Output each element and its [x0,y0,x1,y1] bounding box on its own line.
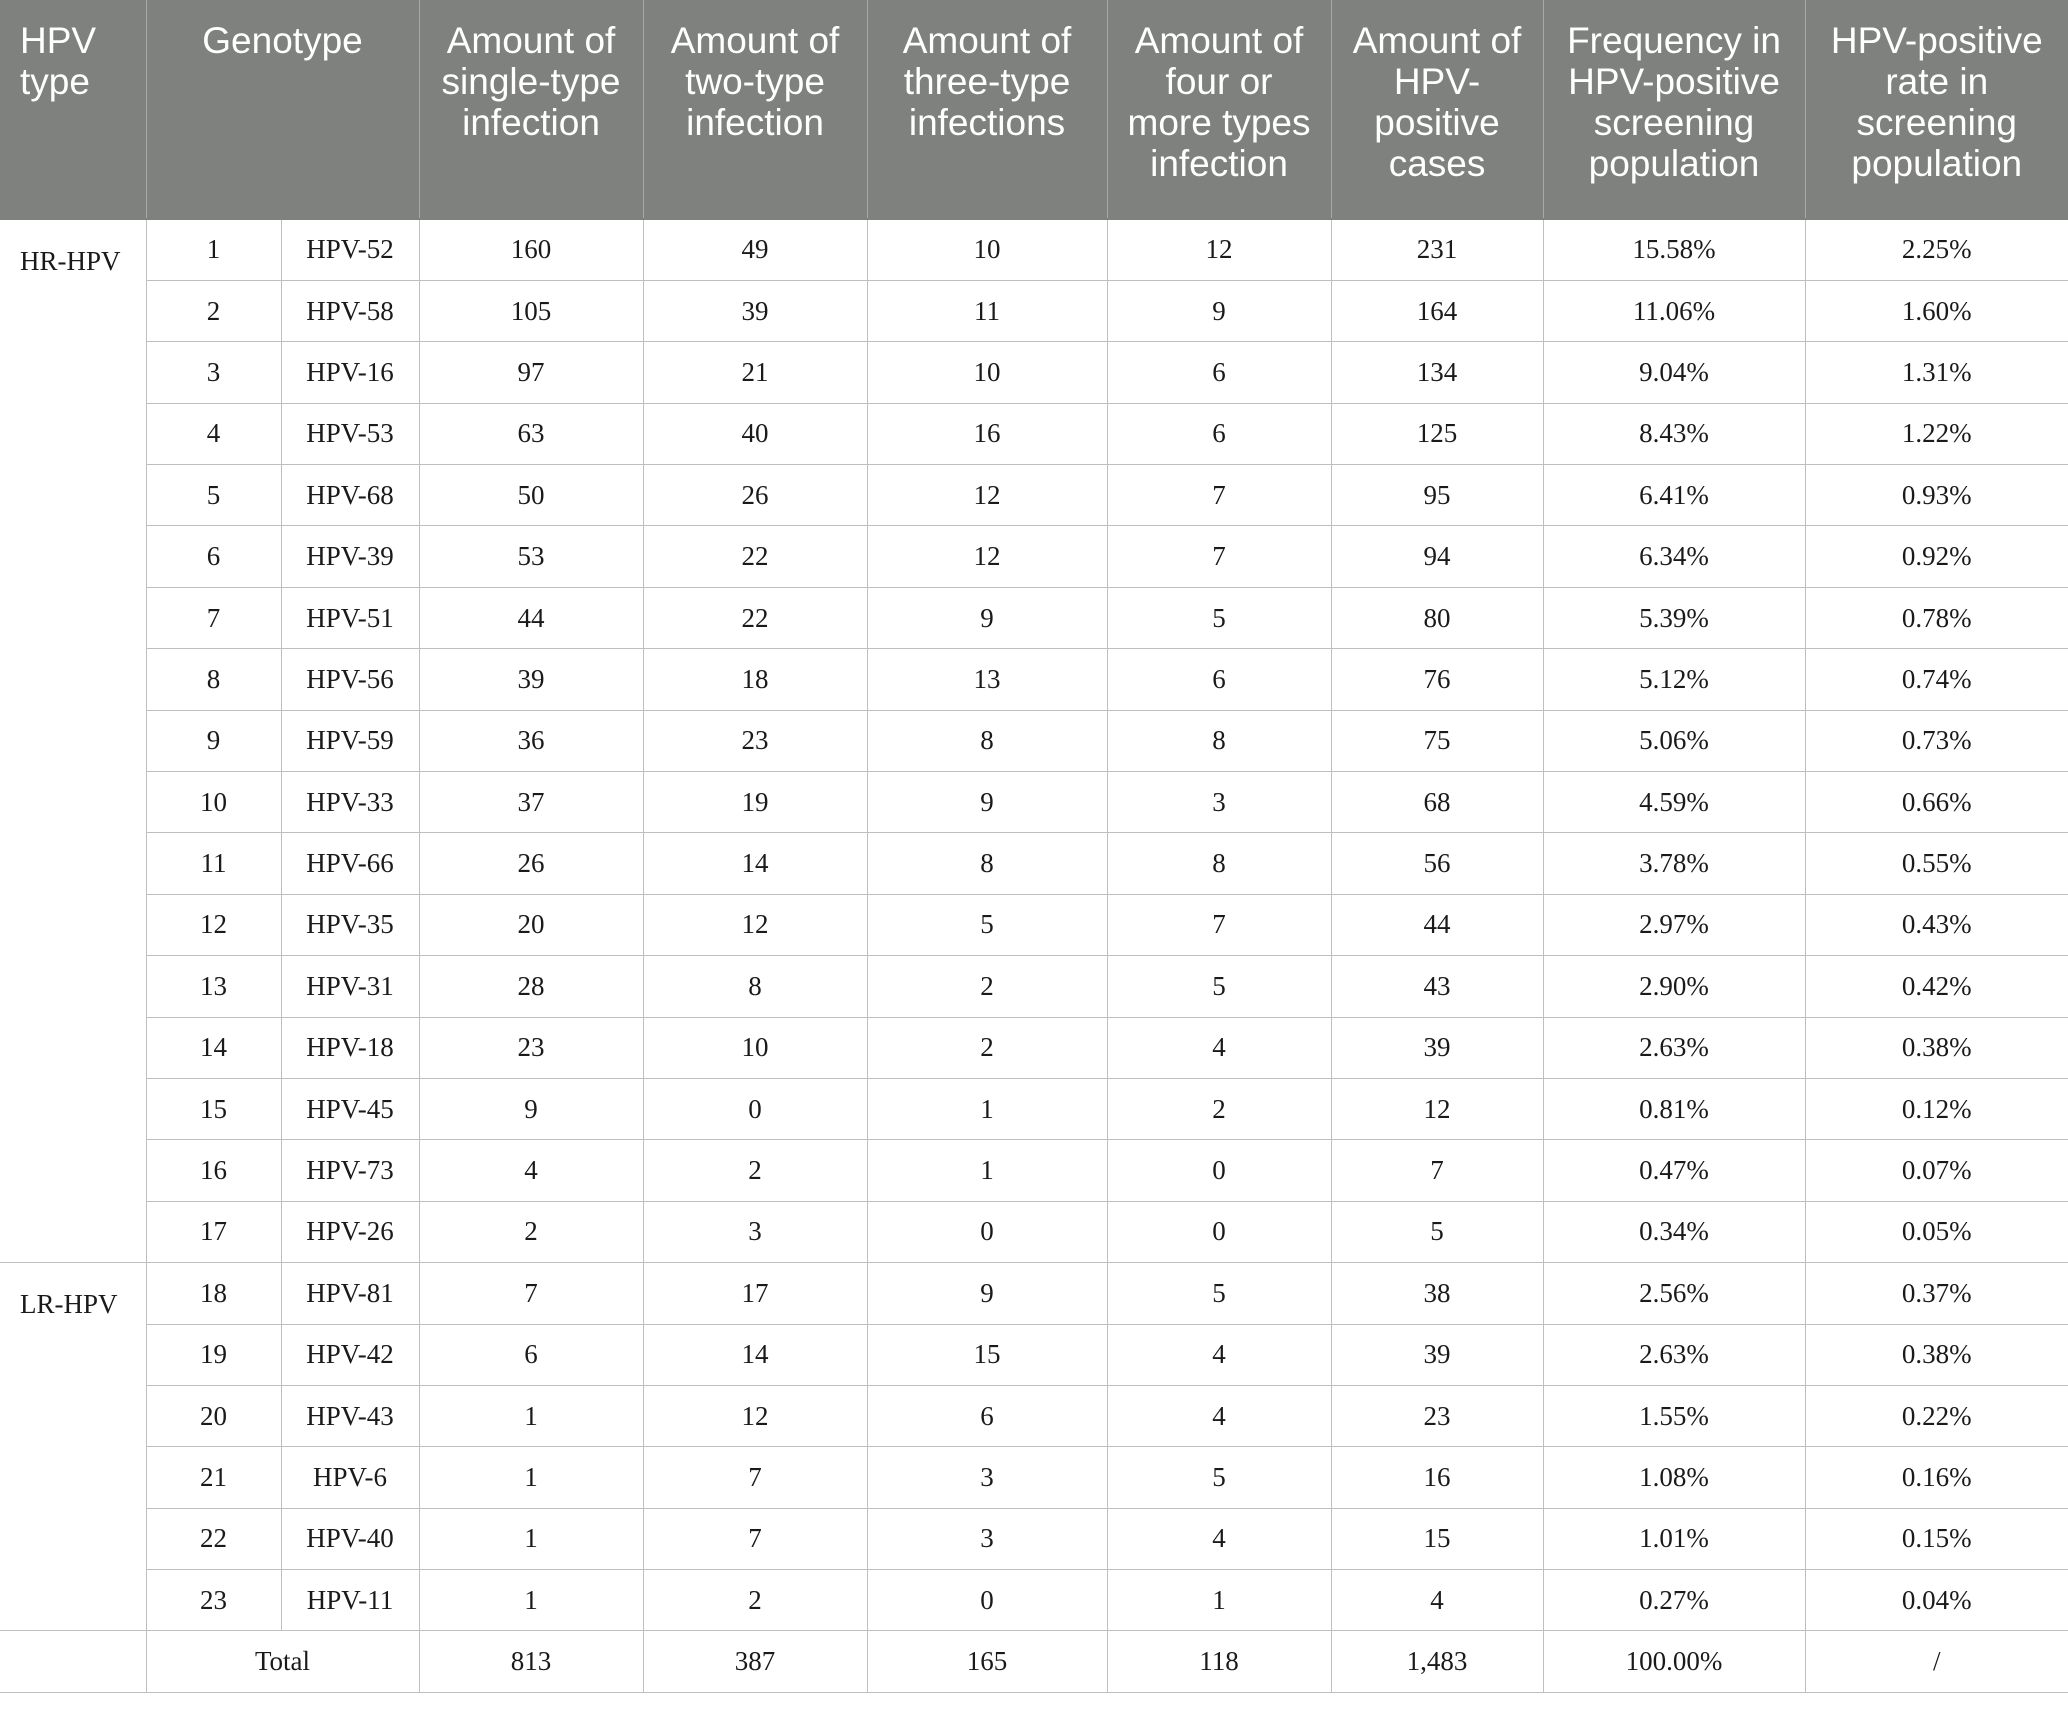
cell-positive-cases: 7 [1331,1140,1543,1201]
cell-genotype: HPV-81 [281,1263,419,1324]
cell-positive-cases: 56 [1331,833,1543,894]
cell-rank: 8 [146,649,281,710]
cell-frequency: 2.63% [1543,1324,1805,1385]
table-row [0,403,2068,464]
cell-positive-cases: 164 [1331,280,1543,341]
cell-three-type: 12 [867,526,1107,587]
cell-positive-rate: 2.25% [1805,219,2068,280]
cell-single-type: 1 [419,1447,643,1508]
cell-three-type: 8 [867,833,1107,894]
cell-three-type: 13 [867,649,1107,710]
cell-four-or-more: 6 [1107,403,1331,464]
cell-four-or-more: 12 [1107,219,1331,280]
cell-four-or-more: 7 [1107,894,1331,955]
cell-rank: 5 [146,465,281,526]
cell-frequency: 0.81% [1543,1078,1805,1139]
cell-two-type: 3 [643,1201,867,1262]
cell-positive-cases: 44 [1331,894,1543,955]
cell-two-type: 17 [643,1263,867,1324]
cell-positive-rate: 0.42% [1805,956,2068,1017]
cell-rank: 4 [146,403,281,464]
cell-rank: 16 [146,1140,281,1201]
cell-single-type: 9 [419,1078,643,1139]
cell-positive-cases: 125 [1331,403,1543,464]
cell-genotype: HPV-18 [281,1017,419,1078]
cell-frequency: 6.41% [1543,465,1805,526]
cell-four-or-more: 3 [1107,772,1331,833]
cell-two-type: 0 [643,1078,867,1139]
cell-single-type: 1 [419,1570,643,1631]
cell-genotype: HPV-58 [281,280,419,341]
cell-rank: 22 [146,1508,281,1569]
cell-three-type: 2 [867,956,1107,1017]
header-three-type: Amount of three-type infections [867,0,1107,219]
cell-four-or-more: 5 [1107,1263,1331,1324]
cell-four-or-more: 5 [1107,1447,1331,1508]
cell-three-type: 6 [867,1385,1107,1446]
cell-two-type: 40 [643,403,867,464]
cell-genotype: HPV-35 [281,894,419,955]
cell-genotype: HPV-52 [281,219,419,280]
cell-single-type: 1 [419,1508,643,1569]
table-row [0,1385,2068,1446]
cell-rank: 19 [146,1324,281,1385]
cell-rank: 10 [146,772,281,833]
cell-rank: 1 [146,219,281,280]
cell-two-type: 19 [643,772,867,833]
cell-single-type: 97 [419,342,643,403]
cell-rank: 15 [146,1078,281,1139]
cell-four-or-more: 0 [1107,1201,1331,1262]
cell-frequency: 8.43% [1543,403,1805,464]
cell-four-or-more: 1 [1107,1570,1331,1631]
cell-three-type: 9 [867,1263,1107,1324]
cell-three-type: 9 [867,587,1107,648]
total-positive-cases: 1,483 [1331,1631,1543,1692]
cell-single-type: 105 [419,280,643,341]
cell-single-type: 36 [419,710,643,771]
cell-frequency: 5.12% [1543,649,1805,710]
cell-two-type: 2 [643,1140,867,1201]
cell-frequency: 1.55% [1543,1385,1805,1446]
cell-single-type: 1 [419,1385,643,1446]
cell-positive-cases: 80 [1331,587,1543,648]
cell-positive-rate: 0.43% [1805,894,2068,955]
cell-rank: 14 [146,1017,281,1078]
cell-four-or-more: 6 [1107,649,1331,710]
cell-frequency: 1.08% [1543,1447,1805,1508]
cell-two-type: 21 [643,342,867,403]
cell-positive-rate: 0.38% [1805,1017,2068,1078]
cell-two-type: 8 [643,956,867,1017]
cell-positive-rate: 1.31% [1805,342,2068,403]
cell-positive-cases: 4 [1331,1570,1543,1631]
cell-frequency: 5.39% [1543,587,1805,648]
cell-genotype: HPV-16 [281,342,419,403]
cell-positive-rate: 1.22% [1805,403,2068,464]
table-row [0,280,2068,341]
table-row [0,710,2068,771]
cell-two-type: 22 [643,526,867,587]
cell-positive-rate: 0.22% [1805,1385,2068,1446]
cell-genotype: HPV-53 [281,403,419,464]
cell-three-type: 9 [867,772,1107,833]
total-three-type: 165 [867,1631,1107,1692]
cell-positive-cases: 12 [1331,1078,1543,1139]
cell-frequency: 9.04% [1543,342,1805,403]
header-four-or-more: Amount of four or more types infection [1107,0,1331,219]
cell-positive-cases: 95 [1331,465,1543,526]
cell-genotype: HPV-56 [281,649,419,710]
cell-single-type: 53 [419,526,643,587]
cell-three-type: 10 [867,342,1107,403]
table-row [0,1447,2068,1508]
cell-rank: 13 [146,956,281,1017]
cell-positive-rate: 0.66% [1805,772,2068,833]
table-row [0,1201,2068,1262]
table-row [0,1017,2068,1078]
table-row [0,1570,2068,1631]
total-frequency: 100.00% [1543,1631,1805,1692]
cell-single-type: 20 [419,894,643,955]
cell-rank: 17 [146,1201,281,1262]
cell-two-type: 7 [643,1447,867,1508]
cell-single-type: 2 [419,1201,643,1262]
cell-single-type: 6 [419,1324,643,1385]
cell-positive-rate: 0.07% [1805,1140,2068,1201]
cell-positive-cases: 39 [1331,1324,1543,1385]
table-row [0,956,2068,1017]
table-row [0,219,2068,280]
cell-positive-cases: 43 [1331,956,1543,1017]
table-row [0,894,2068,955]
cell-three-type: 10 [867,219,1107,280]
cell-four-or-more: 4 [1107,1017,1331,1078]
cell-three-type: 12 [867,465,1107,526]
table-row [0,526,2068,587]
table-row [0,833,2068,894]
cell-frequency: 2.97% [1543,894,1805,955]
cell-frequency: 2.90% [1543,956,1805,1017]
cell-positive-cases: 38 [1331,1263,1543,1324]
table-row [0,1508,2068,1569]
cell-genotype: HPV-11 [281,1570,419,1631]
cell-genotype: HPV-73 [281,1140,419,1201]
cell-frequency: 0.27% [1543,1570,1805,1631]
cell-four-or-more: 5 [1107,587,1331,648]
cell-genotype: HPV-6 [281,1447,419,1508]
total-single-type: 813 [419,1631,643,1692]
cell-four-or-more: 7 [1107,465,1331,526]
table-body [0,219,2068,1692]
cell-positive-rate: 1.60% [1805,280,2068,341]
table-total-row [0,1631,2068,1692]
table-row [0,342,2068,403]
table-row [0,772,2068,833]
cell-two-type: 14 [643,833,867,894]
cell-positive-rate: 0.12% [1805,1078,2068,1139]
cell-three-type: 0 [867,1570,1107,1631]
table-header-row [0,0,2068,219]
cell-frequency: 11.06% [1543,280,1805,341]
cell-two-type: 12 [643,1385,867,1446]
total-label: Total [146,1631,419,1692]
cell-four-or-more: 9 [1107,280,1331,341]
cell-four-or-more: 5 [1107,956,1331,1017]
cell-rank: 3 [146,342,281,403]
total-two-type: 387 [643,1631,867,1692]
header-genotype: Genotype [146,0,419,219]
cell-three-type: 15 [867,1324,1107,1385]
cell-genotype: HPV-31 [281,956,419,1017]
cell-two-type: 10 [643,1017,867,1078]
cell-rank: 20 [146,1385,281,1446]
header-hpv-positive-cases: Amount of HPV-positive cases [1331,0,1543,219]
cell-positive-rate: 0.73% [1805,710,2068,771]
cell-two-type: 49 [643,219,867,280]
cell-three-type: 0 [867,1201,1107,1262]
total-four-or-more: 118 [1107,1631,1331,1692]
cell-single-type: 63 [419,403,643,464]
cell-positive-cases: 39 [1331,1017,1543,1078]
cell-positive-cases: 94 [1331,526,1543,587]
cell-three-type: 2 [867,1017,1107,1078]
table-row [0,1140,2068,1201]
table-row [0,1263,2068,1324]
table-row [0,1078,2068,1139]
header-hpv-type: HPV type [0,0,146,219]
cell-rank: 21 [146,1447,281,1508]
cell-rank: 11 [146,833,281,894]
cell-two-type: 39 [643,280,867,341]
cell-rank: 2 [146,280,281,341]
cell-four-or-more: 4 [1107,1324,1331,1385]
cell-single-type: 160 [419,219,643,280]
cell-frequency: 4.59% [1543,772,1805,833]
cell-rank: 18 [146,1263,281,1324]
cell-genotype: HPV-66 [281,833,419,894]
cell-single-type: 4 [419,1140,643,1201]
cell-positive-cases: 231 [1331,219,1543,280]
cell-single-type: 44 [419,587,643,648]
cell-rank: 12 [146,894,281,955]
cell-single-type: 28 [419,956,643,1017]
cell-positive-rate: 0.38% [1805,1324,2068,1385]
cell-positive-rate: 0.15% [1805,1508,2068,1569]
header-frequency: Frequency in HPV-positive screening population [1543,0,1805,219]
cell-positive-rate: 0.05% [1805,1201,2068,1262]
cell-three-type: 8 [867,710,1107,771]
group-lr-hpv: LR-HPV [0,1263,146,1631]
cell-two-type: 18 [643,649,867,710]
cell-rank: 9 [146,710,281,771]
total-blank-cell [0,1631,146,1692]
cell-genotype: HPV-45 [281,1078,419,1139]
cell-three-type: 16 [867,403,1107,464]
cell-four-or-more: 8 [1107,710,1331,771]
cell-genotype: HPV-68 [281,465,419,526]
cell-three-type: 1 [867,1078,1107,1139]
cell-genotype: HPV-42 [281,1324,419,1385]
cell-three-type: 1 [867,1140,1107,1201]
cell-frequency: 15.58% [1543,219,1805,280]
cell-genotype: HPV-26 [281,1201,419,1262]
cell-four-or-more: 7 [1107,526,1331,587]
cell-three-type: 5 [867,894,1107,955]
cell-two-type: 23 [643,710,867,771]
cell-genotype: HPV-59 [281,710,419,771]
cell-frequency: 0.34% [1543,1201,1805,1262]
cell-frequency: 3.78% [1543,833,1805,894]
cell-frequency: 5.06% [1543,710,1805,771]
cell-frequency: 2.56% [1543,1263,1805,1324]
cell-three-type: 11 [867,280,1107,341]
cell-rank: 23 [146,1570,281,1631]
cell-single-type: 7 [419,1263,643,1324]
table-row [0,1324,2068,1385]
cell-positive-rate: 0.16% [1805,1447,2068,1508]
cell-four-or-more: 6 [1107,342,1331,403]
header-single-type: Amount of single-type infection [419,0,643,219]
cell-three-type: 3 [867,1447,1107,1508]
cell-four-or-more: 2 [1107,1078,1331,1139]
cell-positive-cases: 68 [1331,772,1543,833]
cell-two-type: 22 [643,587,867,648]
header-two-type: Amount of two-type infection [643,0,867,219]
cell-genotype: HPV-40 [281,1508,419,1569]
cell-two-type: 7 [643,1508,867,1569]
cell-genotype: HPV-51 [281,587,419,648]
cell-single-type: 37 [419,772,643,833]
cell-positive-cases: 15 [1331,1508,1543,1569]
cell-two-type: 12 [643,894,867,955]
table-row [0,465,2068,526]
cell-two-type: 14 [643,1324,867,1385]
header-positive-rate: HPV-positive rate in screening population [1805,0,2068,219]
cell-two-type: 2 [643,1570,867,1631]
cell-positive-cases: 23 [1331,1385,1543,1446]
cell-rank: 6 [146,526,281,587]
cell-positive-rate: 0.93% [1805,465,2068,526]
table-row [0,587,2068,648]
cell-positive-rate: 0.04% [1805,1570,2068,1631]
table-row [0,649,2068,710]
cell-positive-rate: 0.92% [1805,526,2068,587]
cell-four-or-more: 8 [1107,833,1331,894]
group-hr-hpv: HR-HPV [0,219,146,1263]
cell-three-type: 3 [867,1508,1107,1569]
cell-frequency: 0.47% [1543,1140,1805,1201]
cell-single-type: 23 [419,1017,643,1078]
cell-single-type: 26 [419,833,643,894]
cell-positive-cases: 16 [1331,1447,1543,1508]
cell-four-or-more: 0 [1107,1140,1331,1201]
total-positive-rate: / [1805,1631,2068,1692]
cell-rank: 7 [146,587,281,648]
cell-four-or-more: 4 [1107,1508,1331,1569]
cell-genotype: HPV-43 [281,1385,419,1446]
cell-positive-rate: 0.55% [1805,833,2068,894]
cell-four-or-more: 4 [1107,1385,1331,1446]
cell-frequency: 6.34% [1543,526,1805,587]
cell-single-type: 50 [419,465,643,526]
cell-single-type: 39 [419,649,643,710]
cell-two-type: 26 [643,465,867,526]
cell-positive-cases: 75 [1331,710,1543,771]
cell-positive-cases: 134 [1331,342,1543,403]
cell-frequency: 2.63% [1543,1017,1805,1078]
cell-genotype: HPV-39 [281,526,419,587]
cell-positive-rate: 0.78% [1805,587,2068,648]
cell-frequency: 1.01% [1543,1508,1805,1569]
cell-positive-rate: 0.74% [1805,649,2068,710]
cell-positive-rate: 0.37% [1805,1263,2068,1324]
cell-genotype: HPV-33 [281,772,419,833]
cell-positive-cases: 5 [1331,1201,1543,1262]
cell-positive-cases: 76 [1331,649,1543,710]
